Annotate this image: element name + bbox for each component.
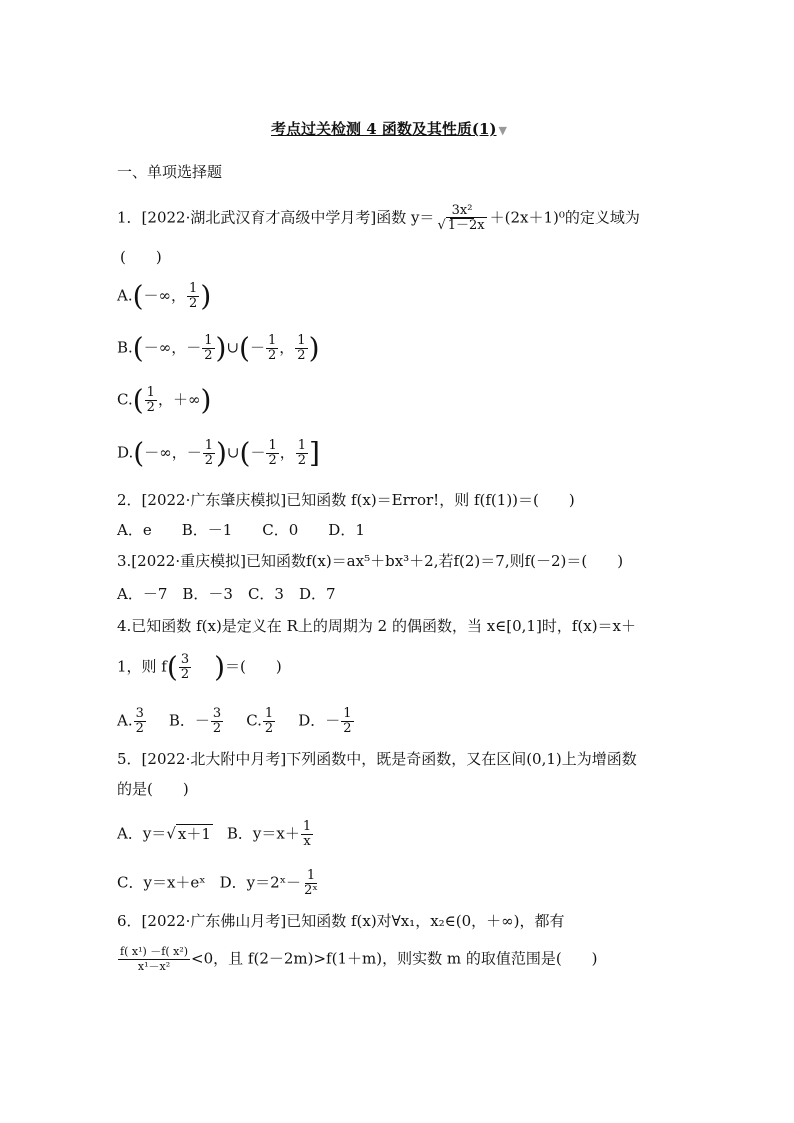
- q5-options-ab: A．y＝√ x＋1 B．y＝x＋ $\frac{1}{x}$: [117, 819, 312, 849]
- q5-line-2: 的是( ): [117, 780, 189, 798]
- q1-option-a: A.(－∞， $\frac{1}{2}$ ): [117, 279, 212, 313]
- q1-frac-num: 3x²: [451, 203, 473, 218]
- q1-stem: 1．[2022·湖北武汉育才高级中学月考]函数 y＝: [117, 208, 435, 227]
- q1-stem-post: ＋(2x＋1)⁰的定义域为: [489, 208, 640, 227]
- q1-option-d: D.(－∞，－ $\frac{1}{2}$ )∪(－ $\frac{1}{2}$ ， $\frac{1}{2}$ ]: [117, 436, 320, 470]
- q3-options: A．－7 B．－3 C．3 D．7: [117, 585, 336, 603]
- question-5: 5．[2022·北大附中月考]下列函数中，既是奇函数，又在区间(0,1)上为增函数: [117, 750, 637, 768]
- dropdown-triangle-icon[interactable]: ▼: [498, 124, 507, 137]
- q4-options: A. $\frac{3}{2}$ B．－ $\frac{3}{2}$ C. $\frac{1}{2}$ D．－ $\frac{1}{2}$: [117, 706, 352, 736]
- q1-fraction: [435, 204, 488, 233]
- q2-options: A．e B．－1 C．0 D．1: [117, 521, 365, 539]
- question-2: 2．[2022·广东肇庆模拟]已知函数 f(x)＝Error!，则 f(f(1))＝( ): [117, 491, 575, 509]
- q1-frac-den: √ 1－2x: [437, 218, 485, 233]
- q6-line-2: $\frac{\text{f( x¹) －f( x²)}}{\text{x¹－x²}}$ <0，且 f(2－2m)>f(1＋m)，则实数 m 的取值范围是( ): [120, 945, 598, 973]
- section-heading: 一、单项选择题: [117, 163, 223, 181]
- q4-line-2: 1，则 f( $\frac{3}{2}$ )＝( ): [117, 650, 282, 684]
- q1-answer-paren: ( ): [120, 248, 162, 266]
- q1-option-c: C.( $\frac{1}{2}$ ，＋∞): [117, 383, 212, 417]
- question-6: 6．[2022·广东佛山月考]已知函数 f(x)对∀x₁，x₂∈(0，＋∞)，都有: [117, 912, 565, 930]
- q5-options-cd: C．y＝x＋eˣ D．y＝2ˣ－ $\frac{1}{\text{2ˣ}}$: [117, 868, 318, 898]
- question-3: 3.[2022·重庆模拟]已知函数f(x)＝ax⁵＋bx³＋2,若f(2)＝7,则f(－2)＝( ): [117, 552, 624, 570]
- page-title: 考点过关检测 4 函数及其性质(1) ▼: [271, 120, 507, 138]
- question-1: [117, 204, 640, 233]
- q1-option-b: B.(－∞，－ $\frac{1}{2}$ )∪(－ $\frac{1}{2}$ ， $\frac{1}{2}$ ): [117, 331, 320, 365]
- question-4: 4.已知函数 f(x)是定义在 R上的周期为 2 的偶函数，当 x∈[0,1]时，f(x)＝x＋: [117, 617, 637, 635]
